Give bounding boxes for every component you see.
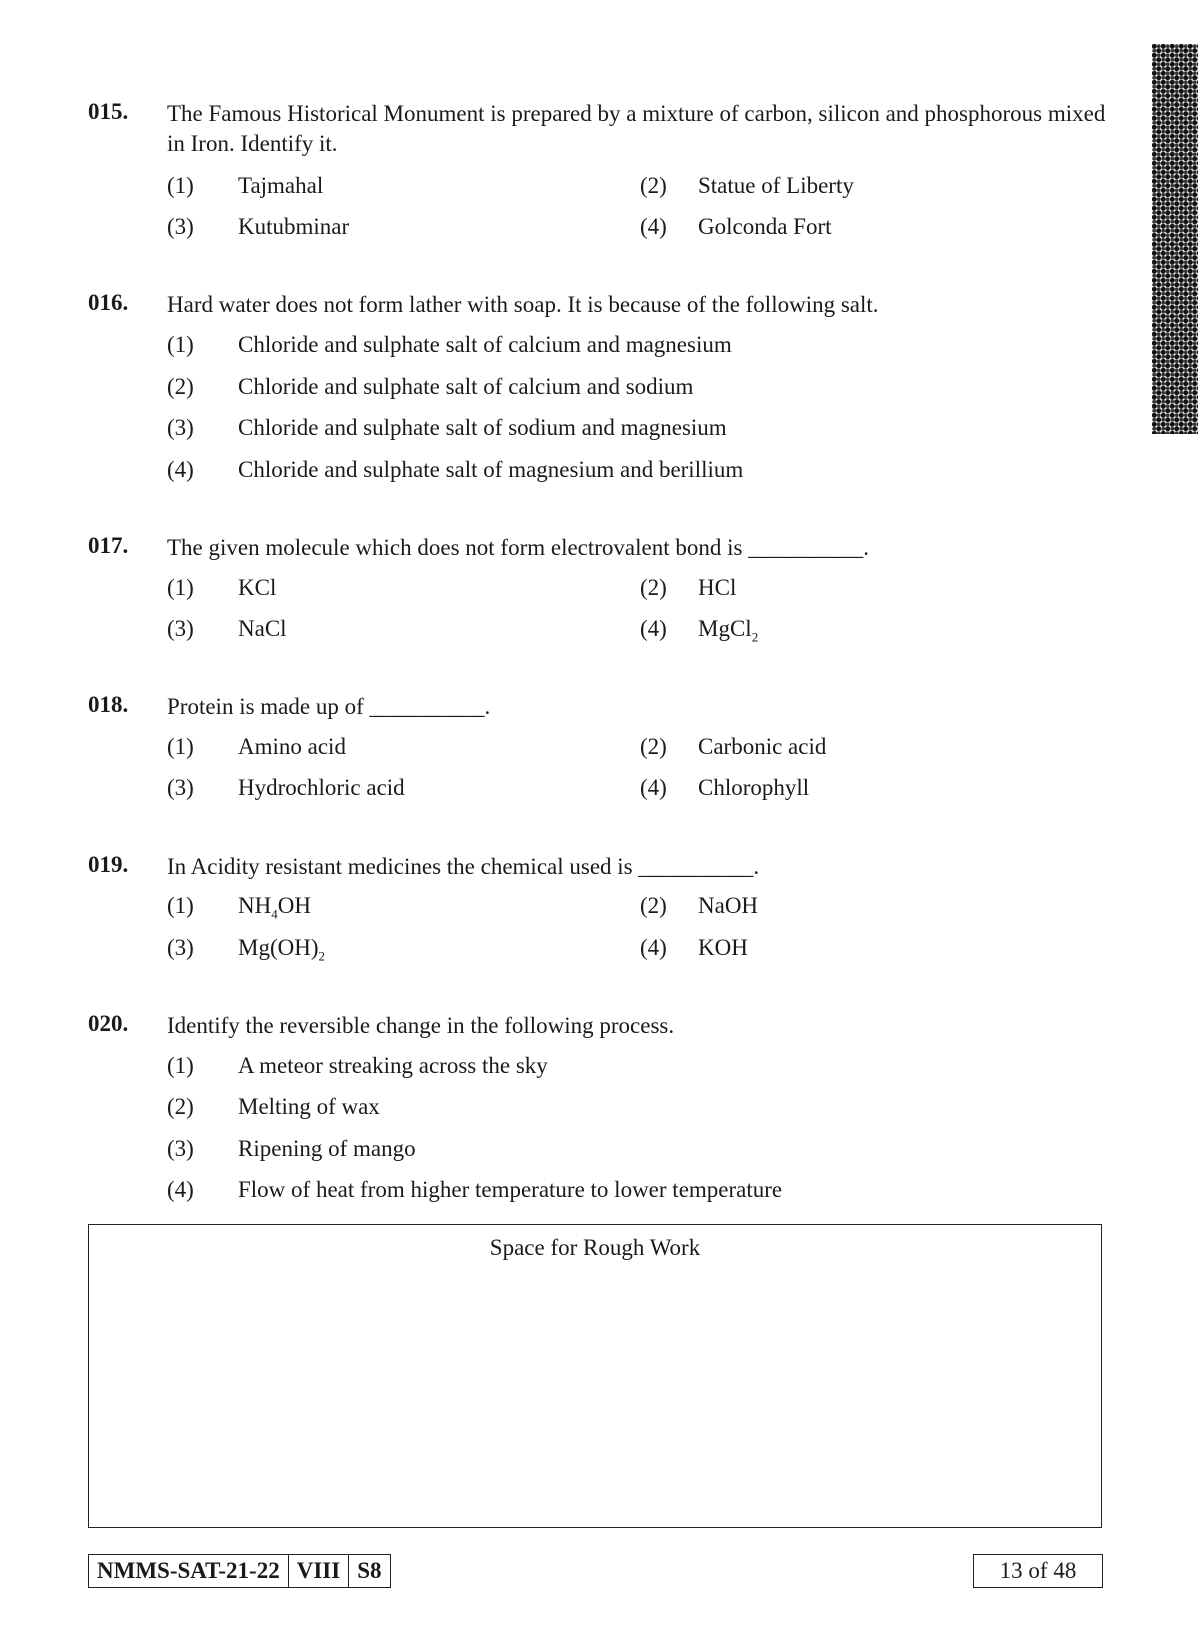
footer-code-box [88,1554,391,1588]
option-text: Chlorophyll [698,775,810,800]
option-number: (4) [167,457,194,482]
question-number: 016. [88,290,129,315]
option-text: KCl [238,575,277,600]
rough-work-title: Space for Rough Work [489,1235,701,1260]
option-number: (4) [640,775,667,800]
option-number: (1) [167,332,194,357]
question-number: 018. [88,692,129,717]
question-text: The given molecule which does not form electrovalent bond is __________. [167,535,869,560]
option-number: (1) [167,1053,194,1078]
option-number: (4) [167,1177,194,1202]
option-text: Hydrochloric acid [238,775,405,800]
option-text: Chloride and sulphate salt of magnesium and berillium [238,457,744,482]
option-text: Amino acid [238,734,346,759]
option-number: (2) [640,575,667,600]
formula-subscript: 2 [751,629,759,645]
option-text: Chloride and sulphate salt of sodium and magnesium [238,415,727,440]
option-text [238,893,311,923]
security-pattern [1152,44,1198,434]
option-text: Statue of Liberty [698,173,854,198]
option-number: (2) [640,173,667,198]
formula-tail: OH [277,893,311,918]
option-text: NaCl [238,616,287,641]
option-text: Carbonic acid [698,734,827,759]
rough-work-box [88,1224,1102,1528]
formula-base: MgCl [698,616,752,641]
option-text: Chloride and sulphate salt of calcium and magnesium [238,332,732,357]
option-text: Chloride and sulphate salt of calcium and sodium [238,374,694,399]
option-text [238,935,325,965]
option-text [698,616,758,646]
option-number: (1) [167,734,194,759]
option-number: (2) [640,734,667,759]
option-number: (1) [167,893,194,918]
option-number: (3) [167,214,194,239]
option-text: Tajmahal [238,173,324,198]
question-text: Protein is made up of __________. [167,694,491,719]
option-number: (2) [167,374,194,399]
formula-subscript: 4 [271,906,278,922]
option-number: (3) [167,616,194,641]
option-number: (1) [167,575,194,600]
option-text: NaOH [698,893,759,918]
question-text: The Famous Historical Monument is prepared by a mixture of carbon, silicon and phosphorous mixed in Iron. Identify it. [167,101,1106,156]
question-text: Hard water does not form lather with soap. It is because of the following salt. [167,292,879,317]
option-text: KOH [698,935,748,960]
option-text: A meteor streaking across the sky [238,1053,548,1078]
page-number: 13 of 48 [973,1554,1103,1588]
question-number: 017. [88,533,129,558]
option-number: (3) [167,775,194,800]
option-number: (3) [167,1136,194,1161]
option-text: Flow of heat from higher temperature to lower temperature [238,1177,783,1202]
series-label: S8 [348,1555,389,1587]
option-number: (2) [640,893,667,918]
question-number: 019. [88,852,129,877]
question-text: Identify the reversible change in the following process. [167,1013,675,1038]
option-text: Kutubminar [238,214,350,239]
option-text: Golconda Fort [698,214,832,239]
option-number: (4) [640,935,667,960]
option-number: (4) [640,616,667,641]
option-text: Melting of wax [238,1094,380,1119]
question-number: 020. [88,1011,129,1036]
option-number: (2) [167,1094,194,1119]
option-text: HCl [698,575,737,600]
option-number: (3) [167,415,194,440]
exam-code: NMMS-SAT-21-22 [97,1558,280,1583]
formula-base: NH [238,893,272,918]
question-number: 015. [88,99,129,124]
option-text: Ripening of mango [238,1136,416,1161]
option-number: (3) [167,935,194,960]
option-number: (1) [167,173,194,198]
formula-subscript: 2 [318,948,325,964]
formula-base: Mg(OH) [238,935,319,960]
class-label: VIII [288,1555,348,1587]
option-number: (4) [640,214,667,239]
question-text: In Acidity resistant medicines the chemical used is __________. [167,854,760,879]
